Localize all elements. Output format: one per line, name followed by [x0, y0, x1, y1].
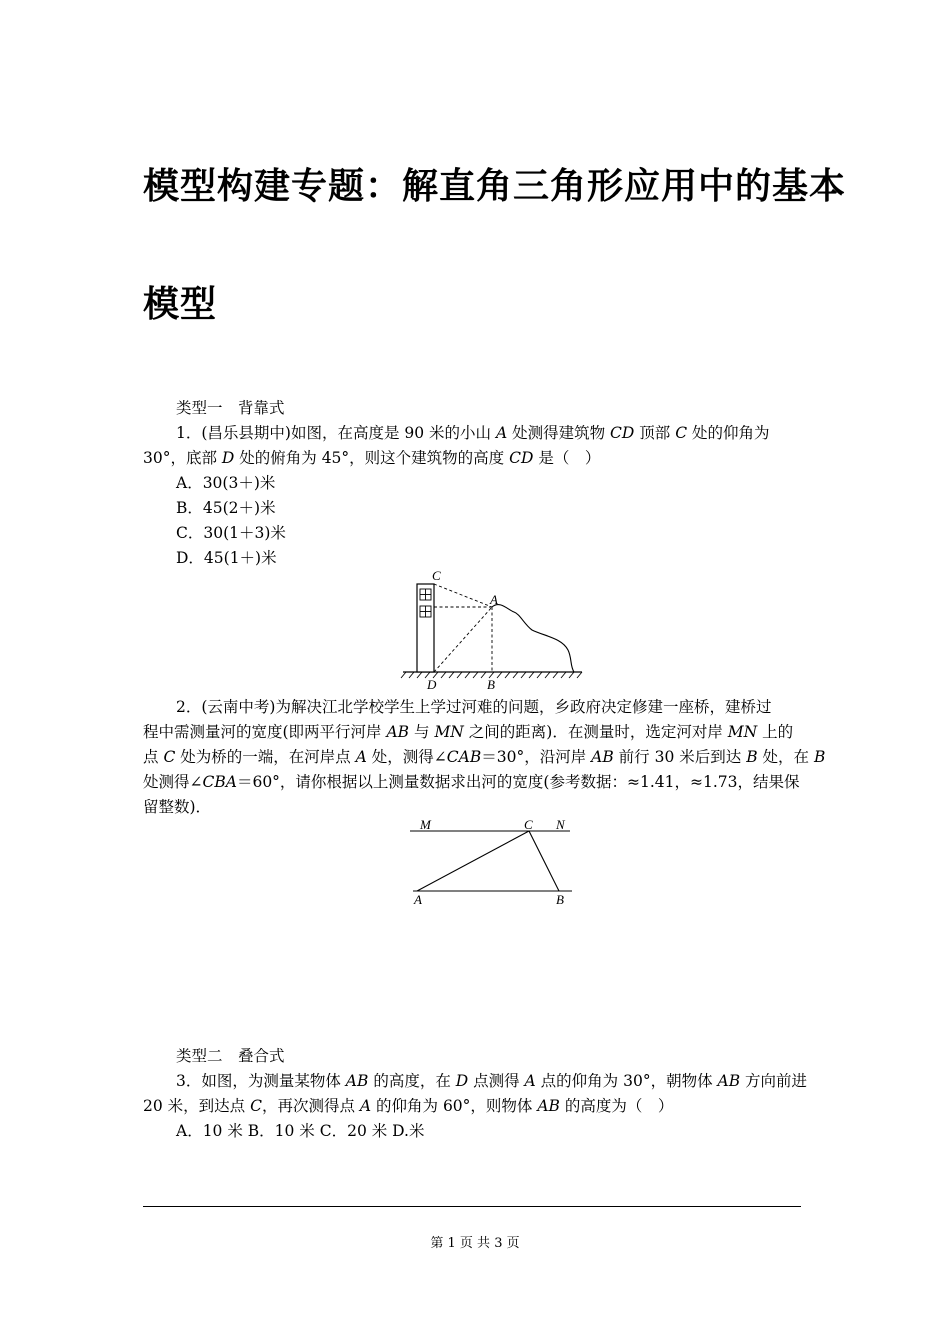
- label-b: B: [556, 892, 564, 907]
- question-1-line-2: [143, 447, 600, 469]
- line-ca: [434, 584, 492, 607]
- label-b: B: [487, 677, 495, 692]
- math-variable: MN: [727, 723, 758, 741]
- math-variable: MN: [434, 723, 464, 741]
- question-1-option-a: A．30(3＋)米: [176, 474, 276, 492]
- text-run: 处的俯角为 45°，则这个建筑物的高度: [234, 449, 510, 467]
- question-3-options: A．10 米 B．10 米 C．20 米 D.米: [176, 1122, 425, 1140]
- section-heading-type-2: 类型二 叠合式: [176, 1047, 285, 1065]
- text-run: 顶部: [634, 424, 676, 442]
- question-1-option-d: D．45(1＋)米: [176, 549, 277, 567]
- text-run: 与: [409, 723, 435, 741]
- page-title-line-1: 模型构建专题：解直角三角形应用中的基本: [143, 166, 847, 207]
- question-3-line-2: [143, 1095, 673, 1117]
- text-run: 20 米，到达点: [143, 1097, 251, 1115]
- text-run: 方向前进: [740, 1072, 808, 1090]
- text-run: 的高度，在: [368, 1072, 456, 1090]
- math-variable: AB: [591, 748, 614, 766]
- label-a: A: [490, 592, 498, 607]
- label-a: A: [414, 892, 422, 907]
- math-variable: A: [359, 1097, 372, 1115]
- page-title-line-2: 模型: [143, 284, 218, 325]
- text-run: 处测得∠: [143, 773, 203, 791]
- question-3-line-1: [176, 1070, 807, 1092]
- text-run: 处测得建筑物: [507, 424, 611, 442]
- math-variable: CAB: [446, 748, 482, 766]
- question-2-line-5: [143, 796, 211, 818]
- text-run: 点的仰角为 30°，朝物体: [535, 1072, 718, 1090]
- line-ad: [434, 607, 492, 672]
- page-number: 第 1 页 共 3 页: [430, 1236, 520, 1251]
- text-run: 的仰角为 60°，则物体: [371, 1097, 538, 1115]
- math-variable: CD: [610, 424, 635, 442]
- section-heading-type-1: 类型一 背靠式: [176, 399, 285, 417]
- hill-outline: [492, 605, 574, 672]
- question-1-line-1: [176, 422, 770, 444]
- segment-ac: [417, 831, 529, 891]
- text-run: 程中需测量河的宽度(即两平行河岸: [143, 723, 387, 741]
- question-2-line-4: [143, 771, 799, 793]
- text-run: 2．(云南中考)为解决江北学校学生上学过河难的问题，乡政府决定修建一座桥，建桥过: [176, 698, 772, 716]
- math-variable: A: [355, 748, 367, 766]
- text-run: 处为桥的一端，在河岸点: [175, 748, 356, 766]
- question-2-line-2: [143, 721, 793, 743]
- math-variable: D: [455, 1072, 469, 1090]
- figure-river: [405, 814, 580, 910]
- math-variable: AB: [537, 1097, 560, 1115]
- text-run: 点测得: [468, 1072, 525, 1090]
- text-run: 点: [143, 748, 164, 766]
- math-variable: B: [746, 748, 758, 766]
- math-variable: AB: [345, 1072, 369, 1090]
- label-m: M: [420, 817, 431, 832]
- math-variable: C: [675, 424, 688, 442]
- label-d: D: [427, 677, 437, 692]
- segment-bc: [529, 831, 559, 891]
- text-run: 的高度为（ ）: [559, 1097, 674, 1115]
- text-run: 前行 30 米后到达: [613, 748, 747, 766]
- math-variable: CD: [509, 449, 534, 467]
- text-run: 30°，底部: [143, 449, 222, 467]
- math-variable: C: [250, 1097, 262, 1115]
- text-run: ，再次测得点: [261, 1097, 360, 1115]
- text-run: 处，在: [757, 748, 814, 766]
- text-run: ＝30°，沿河岸: [481, 748, 592, 766]
- label-c: C: [432, 568, 441, 583]
- math-variable: C: [163, 748, 176, 766]
- text-run: 留整数)．: [143, 798, 212, 816]
- math-variable: D: [221, 449, 235, 467]
- question-1-option-c: C．30(1＋3)米: [176, 524, 286, 542]
- question-1-option-b: B．45(2＋)米: [176, 499, 276, 517]
- question-2-line-3: [143, 746, 825, 768]
- footer-divider: [143, 1206, 801, 1207]
- text-run: 是（ ）: [533, 449, 601, 467]
- math-variable: AB: [386, 723, 410, 741]
- math-variable: B: [813, 748, 826, 766]
- math-variable: AB: [717, 1072, 741, 1090]
- text-run: 处的仰角为: [687, 424, 770, 442]
- text-run: 上的: [757, 723, 794, 741]
- question-2-line-1: [176, 696, 771, 718]
- text-run: 处，测得∠: [366, 748, 447, 766]
- text-run: 3．如图，为测量某物体: [176, 1072, 346, 1090]
- label-c: C: [524, 817, 533, 832]
- text-run: 1．(昌乐县期中)如图，在高度是 90 米的小山: [176, 424, 496, 442]
- text-run: ＝60°，请你根据以上测量数据求出河的宽度(参考数据：≈1.41，≈1.73，结果保: [236, 773, 800, 791]
- math-variable: CBA: [202, 773, 237, 791]
- math-variable: A: [495, 424, 508, 442]
- text-run: 之间的距离)．在测量时，选定河对岸: [463, 723, 728, 741]
- label-n: N: [556, 817, 565, 832]
- figure-building-hill: [400, 566, 590, 696]
- math-variable: A: [524, 1072, 536, 1090]
